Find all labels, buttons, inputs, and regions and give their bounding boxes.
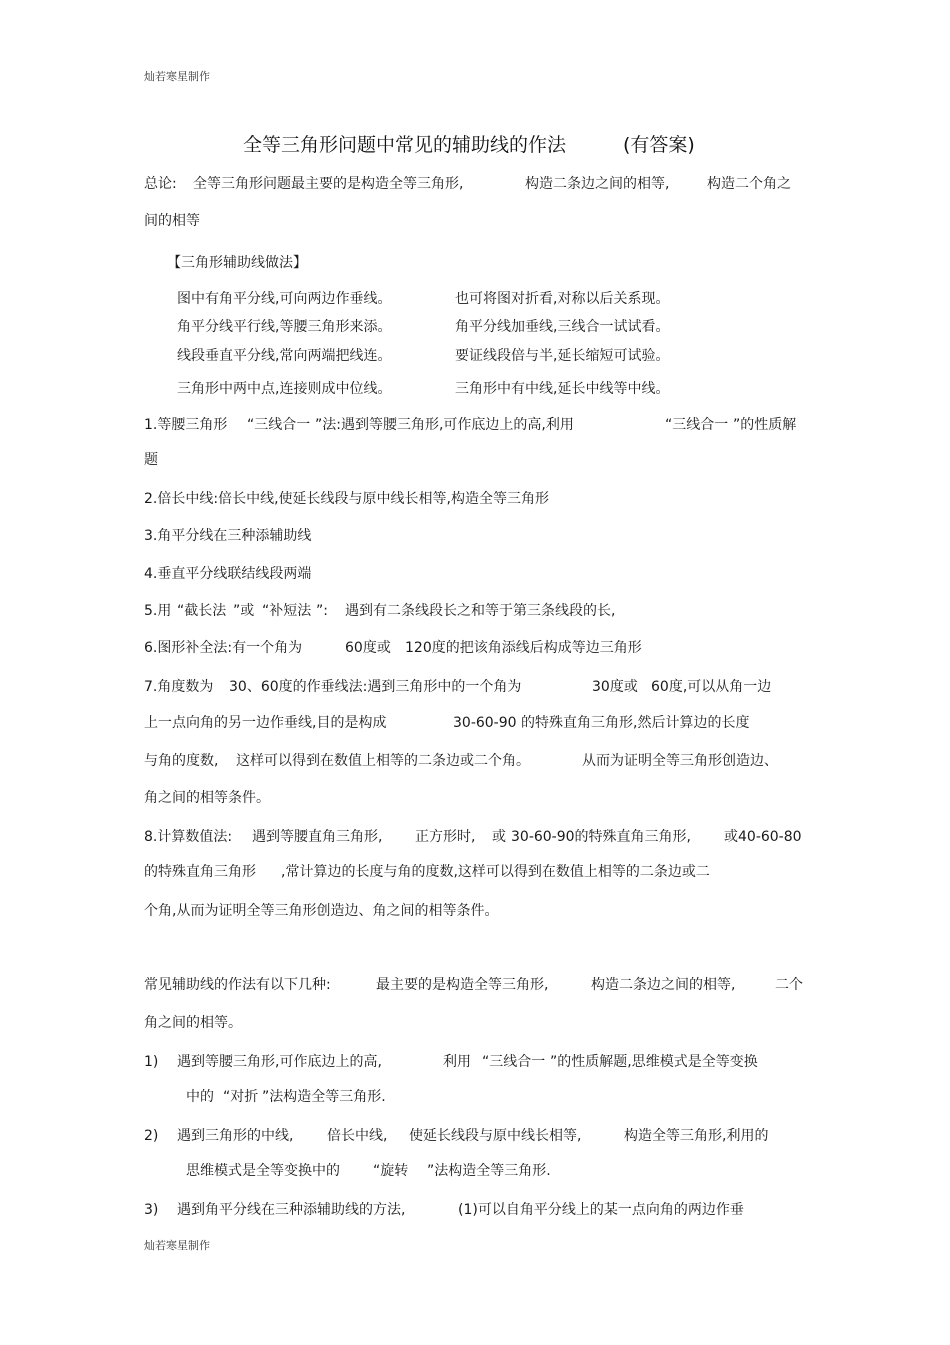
list-number: 3) xyxy=(144,1202,159,1218)
item-1-text: ”法:遇到等腰三角形,可作底边上的高,利用 xyxy=(315,417,574,433)
item-8-text: 或 xyxy=(492,829,506,845)
list-item-text: 构造全等三角形,利用的 xyxy=(624,1128,769,1144)
list-item-text: “旋转 xyxy=(373,1163,409,1179)
rule-left: 图中有角平分线,可向两边作垂线。 xyxy=(177,291,392,307)
list-item-text: 使延长线段与原中线长相等, xyxy=(409,1128,582,1144)
item-5-text: “截长法 xyxy=(177,603,227,619)
page-header: 灿若寒星制作 xyxy=(144,70,210,83)
list-item-text: 遇到角平分线在三种添辅助线的方法, xyxy=(177,1202,406,1218)
item-7-text: 从而为证明全等三角形创造边、 xyxy=(582,753,778,769)
item-8-text: ,常计算边的长度与角的度数,这样可以得到在数值上相等的二条边或二 xyxy=(281,864,710,880)
list-item-text: 利用 xyxy=(443,1054,471,1070)
list-item-text: 倍长中线, xyxy=(327,1128,388,1144)
item-7-text: 7.角度数为 xyxy=(144,679,214,695)
rule-right: 也可将图对折看,对称以后关系现。 xyxy=(455,291,670,307)
item-2-text: 2.倍长中线:倍长中线,使延长线段与原中线长相等,构造全等三角形 xyxy=(144,491,549,507)
item-1-text: “三线合一 xyxy=(665,417,729,433)
list-item-text: 遇到等腰三角形,可作底边上的高, xyxy=(177,1054,382,1070)
item-8-text: 个角,从而为证明全等三角形创造边、角之间的相等条件。 xyxy=(144,903,499,919)
item-1-text: 1.等腰三角形 xyxy=(144,417,228,433)
item-8-text: 8.计算数值法: xyxy=(144,829,233,845)
item-5-text: ”: xyxy=(316,603,328,619)
item-5-text: “补短法 xyxy=(262,603,312,619)
summary-text: 全等三角形问题最主要的是构造全等三角形, xyxy=(193,176,464,192)
item-7-text: 与角的度数, xyxy=(144,753,219,769)
item-1-text: ”的性质解 xyxy=(733,417,797,433)
summary-text: 构造二个角之 xyxy=(707,176,791,192)
item-6-text: 60度或 xyxy=(345,640,391,656)
list-item-text: (1)可以自角平分线上的某一点向角的两边作垂 xyxy=(458,1202,744,1218)
item-7-text: 30-60-90 xyxy=(453,715,517,731)
common-text: 常见辅助线的作法有以下几种: xyxy=(144,977,331,993)
item-4-text: 4.垂直平分线联结线段两端 xyxy=(144,566,312,582)
list-item-text: 思维模式是全等变换中的 xyxy=(186,1163,340,1179)
rules-heading: 【三角形辅助线做法】 xyxy=(167,255,307,271)
common-text: 最主要的是构造全等三角形, xyxy=(376,977,549,993)
item-8-text: 30-60-90的特殊直角三角形, xyxy=(511,829,691,845)
list-item-text: “对折 xyxy=(223,1089,259,1105)
item-1-text: “三线合一 xyxy=(247,417,311,433)
item-7-text: 角之间的相等条件。 xyxy=(144,790,270,806)
item-8-text: 正方形时, xyxy=(415,829,476,845)
item-6-text: 6.图形补全法:有一个角为 xyxy=(144,640,303,656)
rule-left: 线段垂直平分线,常向两端把线连。 xyxy=(177,348,392,364)
document-title-suffix: (有答案) xyxy=(623,134,695,156)
document-title: 全等三角形问题中常见的辅助线的作法 xyxy=(243,134,567,156)
item-5-text: 5.用 xyxy=(144,603,172,619)
item-7-text: 60度,可以从角一边 xyxy=(651,679,772,695)
item-3-text: 3.角平分线在三种添辅助线 xyxy=(144,528,312,544)
item-8-text: 或40-60-80 xyxy=(724,829,802,845)
item-8-text: 的特殊直角三角形 xyxy=(144,864,256,880)
summary-text: 构造二条边之间的相等, xyxy=(525,176,670,192)
item-5-text: 遇到有二条线段长之和等于第三条线段的长, xyxy=(345,603,616,619)
rule-left: 角平分线平行线,等腰三角形来添。 xyxy=(177,319,392,335)
item-7-text: 的特殊直角三角形,然后计算边的长度 xyxy=(521,715,750,731)
item-7-text: 这样可以得到在数值上相等的二条边或二个角。 xyxy=(236,753,530,769)
list-item-text: 中的 xyxy=(186,1089,214,1105)
list-item-text: 遇到三角形的中线, xyxy=(177,1128,294,1144)
common-text: 构造二条边之间的相等, xyxy=(591,977,736,993)
list-item-text: ”的性质解题,思维模式是全等变换 xyxy=(550,1054,758,1070)
list-number: 1) xyxy=(144,1054,159,1070)
common-text: 角之间的相等。 xyxy=(144,1015,242,1031)
item-1-text: 题 xyxy=(144,452,158,468)
list-item-text: ”法构造全等三角形. xyxy=(262,1089,386,1105)
rule-right: 三角形中有中线,延长中线等中线。 xyxy=(455,381,670,397)
item-7-text: 30、60度的作垂线法:遇到三角形中的一个角为 xyxy=(229,679,522,695)
list-number: 2) xyxy=(144,1128,159,1144)
summary-text: 间的相等 xyxy=(144,213,200,229)
common-text: 二个 xyxy=(775,977,803,993)
list-item-text: ”法构造全等三角形. xyxy=(427,1163,551,1179)
page-footer: 灿若寒星制作 xyxy=(144,1239,210,1252)
rule-right: 角平分线加垂线,三线合一试试看。 xyxy=(455,319,670,335)
item-6-text: 120度的把该角添线后构成等边三角形 xyxy=(405,640,642,656)
rule-left: 三角形中两中点,连接则成中位线。 xyxy=(177,381,392,397)
list-item-text: “三线合一 xyxy=(482,1054,546,1070)
summary-label: 总论: xyxy=(144,176,177,192)
item-5-text: ”或 xyxy=(233,603,255,619)
item-8-text: 遇到等腰直角三角形, xyxy=(252,829,383,845)
rule-right: 要证线段倍与半,延长缩短可试验。 xyxy=(455,348,670,364)
item-7-text: 上一点向角的另一边作垂线,目的是构成 xyxy=(144,715,387,731)
item-7-text: 30度或 xyxy=(592,679,638,695)
